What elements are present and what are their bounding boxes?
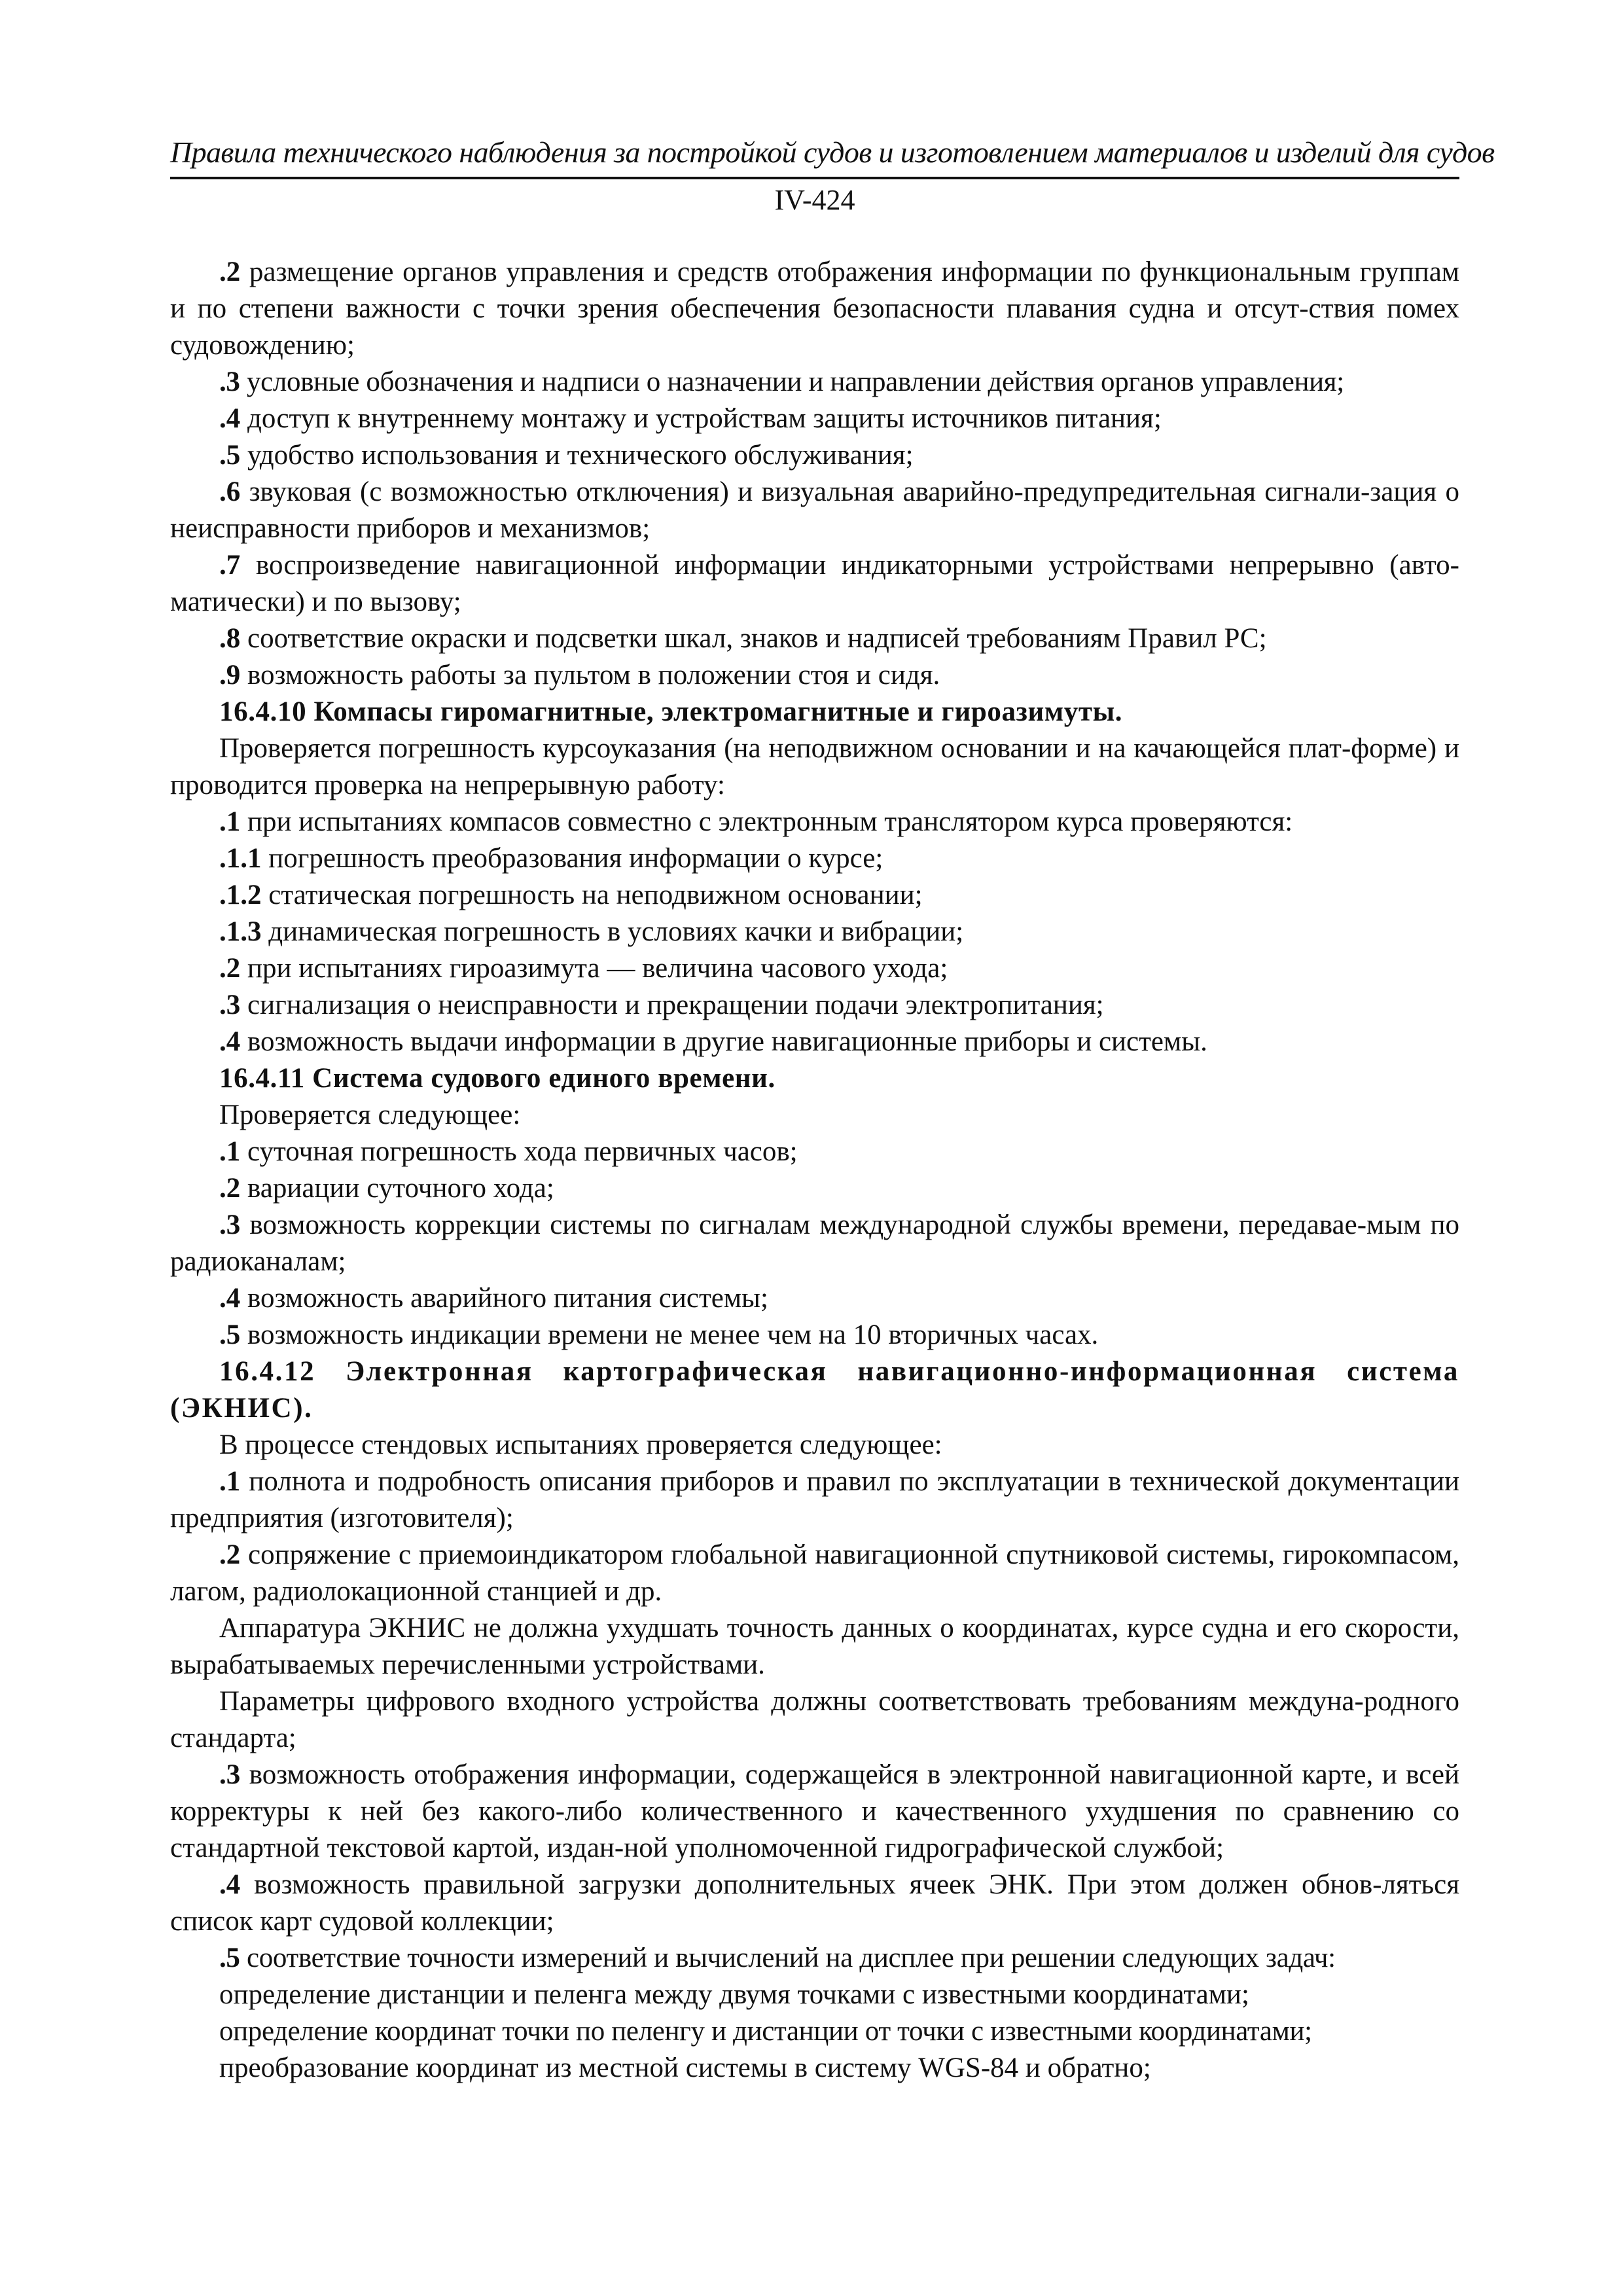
item-number: .4 — [219, 403, 241, 434]
item-text: возможность индикации времени не менее чем на 10 вторичных часах. — [240, 1319, 1099, 1350]
item-number: .1.1 — [219, 843, 262, 874]
list-item — [170, 437, 1459, 474]
item-number: .2 — [219, 1173, 241, 1204]
item-number: .1.3 — [219, 916, 262, 947]
item-number: .1.2 — [219, 880, 262, 910]
page-number: IV-424 — [774, 184, 855, 216]
list-item — [170, 804, 1459, 840]
item-text: размещение органов управления и средств отображения информации по функциональным группам и по степени важности с точки зрения обеспечения безопасности плавания судна и отсут-ствия помех судовождению; — [170, 257, 1459, 361]
item-number: .3 — [219, 990, 241, 1020]
item-number: .5 — [219, 1319, 241, 1350]
paragraph-text: Проверяется погрешность курсоуказания (на неподвижном основании и на качающейся плат-форме) и проводится проверка на непрерывную работу: — [170, 733, 1459, 800]
item-number: .4 — [219, 1869, 241, 1900]
item-text: возможность аварийного питания системы; — [240, 1283, 768, 1314]
list-item — [170, 950, 1459, 987]
list-item — [170, 1537, 1459, 1610]
paragraph-text: Проверяется следующее: — [219, 1100, 521, 1130]
item-number: .3 — [219, 1759, 241, 1790]
running-header: Правила технического наблюдения за постройкой судов и изготовлением материалов и изделий для судов — [170, 135, 1495, 169]
paragraph-text: В процессе стендовых испытаниях проверяется следующее: — [219, 1429, 942, 1460]
paragraph-text: определение дистанции и пеленга между двумя точками с известными координатами; — [219, 1979, 1249, 2010]
header-rule — [170, 177, 1459, 179]
item-text: сигнализация о неисправности и прекращении подачи электропитания; — [240, 990, 1104, 1020]
item-text: сопряжение с приемоиндикатором глобальной навигационной спутниковой системы, гирокомпасом, лагом, радиолокационной станцией и др. — [170, 1539, 1459, 1607]
list-item — [170, 1024, 1459, 1060]
item-number: .5 — [219, 1943, 240, 1973]
item-text: при испытаниях гироазимута — величина часового ухода; — [240, 953, 948, 984]
item-text: суточная погрешность хода первичных часов; — [240, 1136, 798, 1167]
item-text: статическая погрешность на неподвижном основании; — [261, 880, 923, 910]
item-text: возможность работы за пультом в положении стоя и сидя. — [240, 660, 940, 691]
paragraph — [170, 2050, 1459, 2087]
paragraph-text: определение координат точки по пеленгу и дистанции от точки с известными координатами; — [219, 2016, 1312, 2047]
paragraph — [170, 2013, 1459, 2050]
item-text: звуковая (с возможностью отключения) и визуальная аварийно-предупредительная сигнали-зация о неисправности приборов и механизмов; — [170, 476, 1459, 544]
item-text: соответствие окраски и подсветки шкал, знаков и надписей требованиям Правил РС; — [240, 623, 1267, 654]
item-number: .7 — [219, 550, 241, 581]
section-heading: 16.4.12 Электронная картографическая навигационно-информационная система (ЭКНИС). — [170, 1356, 1459, 1424]
list-item — [170, 1207, 1459, 1280]
item-text: вариации суточного хода; — [240, 1173, 554, 1204]
list-item — [170, 547, 1459, 620]
list-item — [170, 620, 1459, 657]
item-text: условные обозначения и надписи о назначении и направлении действия органов управления; — [240, 367, 1344, 397]
list-item — [170, 840, 1459, 877]
list-item — [170, 657, 1459, 694]
body-text — [170, 254, 1459, 2087]
item-text: полнота и подробность описания приборов и правил по эксплуатации в технической документации предприятия (изготовителя); — [170, 1466, 1459, 1534]
list-item — [170, 914, 1459, 950]
item-number: .8 — [219, 623, 241, 654]
item-number: .3 — [219, 1210, 241, 1240]
paragraph — [170, 1427, 1459, 1463]
list-item — [170, 364, 1459, 401]
item-text: динамическая погрешность в условиях качки и вибрации; — [261, 916, 964, 947]
paragraph-text: Параметры цифрового входного устройства должны соответствовать требованиям междуна-родного стандарта; — [170, 1686, 1459, 1753]
item-text: погрешность преобразования информации о курсе; — [261, 843, 883, 874]
paragraph — [170, 1683, 1459, 1757]
list-item — [170, 987, 1459, 1024]
item-text: возможность правильной загрузки дополнительных ячеек ЭНК. При этом должен обнов-ляться список карт судовой коллекции; — [170, 1869, 1459, 1937]
list-item — [170, 1867, 1459, 1940]
item-number: .1 — [219, 1136, 241, 1167]
list-item — [170, 1757, 1459, 1867]
item-text: доступ к внутреннему монтажу и устройствам защиты источников питания; — [240, 403, 1162, 434]
item-number: .6 — [219, 476, 241, 507]
list-item — [170, 1134, 1459, 1170]
item-number: .2 — [219, 257, 241, 287]
list-item — [170, 1940, 1459, 1977]
item-number: .5 — [219, 440, 241, 471]
item-number: .2 — [219, 953, 241, 984]
item-text: возможность выдачи информации в другие навигационные приборы и системы. — [240, 1026, 1207, 1057]
item-number: .4 — [219, 1026, 241, 1057]
item-text: удобство использования и технического обслуживания; — [240, 440, 914, 471]
paragraph — [170, 730, 1459, 804]
paragraph — [170, 1097, 1459, 1134]
list-item — [170, 877, 1459, 914]
list-item — [170, 254, 1459, 364]
item-number: .1 — [219, 806, 241, 837]
item-number: .4 — [219, 1283, 241, 1314]
paragraph — [170, 1977, 1459, 2013]
item-text: соответствие точности измерений и вычислений на дисплее при решении следующих задач: — [240, 1943, 1336, 1973]
list-item — [170, 401, 1459, 437]
list-item — [170, 1280, 1459, 1317]
paragraph — [170, 1610, 1459, 1683]
list-item — [170, 1463, 1459, 1537]
section-heading: 16.4.11 Система судового единого времени. — [219, 1063, 776, 1094]
list-item — [170, 1317, 1459, 1354]
paragraph-text: преобразование координат из местной системы в систему WGS-84 и обратно; — [219, 2053, 1151, 2083]
list-item — [170, 1170, 1459, 1207]
item-text: возможность отображения информации, содержащейся в электронной навигационной карте, и всей корректуры к ней без какого-либо количественного и качественного ухудшения по сравнению со стандартной текстовой картой, издан-ной уполномоченной гидрографической службой; — [170, 1759, 1459, 1863]
item-text: возможность коррекции системы по сигналам международной службы времени, передавае-мым по радиоканалам; — [170, 1210, 1459, 1277]
section-heading: 16.4.10 Компасы гиромагнитные, электромагнитные и гироазимуты. — [219, 696, 1123, 727]
item-number: .1 — [219, 1466, 241, 1497]
paragraph-text: Аппаратура ЭКНИС не должна ухудшать точность данных о координатах, курсе судна и его скорости, вырабатываемых перечисленными устройствами. — [170, 1613, 1459, 1680]
item-number: .9 — [219, 660, 241, 691]
item-number: .3 — [219, 367, 240, 397]
list-item — [170, 474, 1459, 547]
item-number: .2 — [219, 1539, 241, 1570]
item-text: при испытаниях компасов совместно с электронным транслятором курса проверяются: — [240, 806, 1293, 837]
item-text: воспроизведение навигационной информации индикаторными устройствами непрерывно (авто-матически) и по вызову; — [170, 550, 1459, 617]
